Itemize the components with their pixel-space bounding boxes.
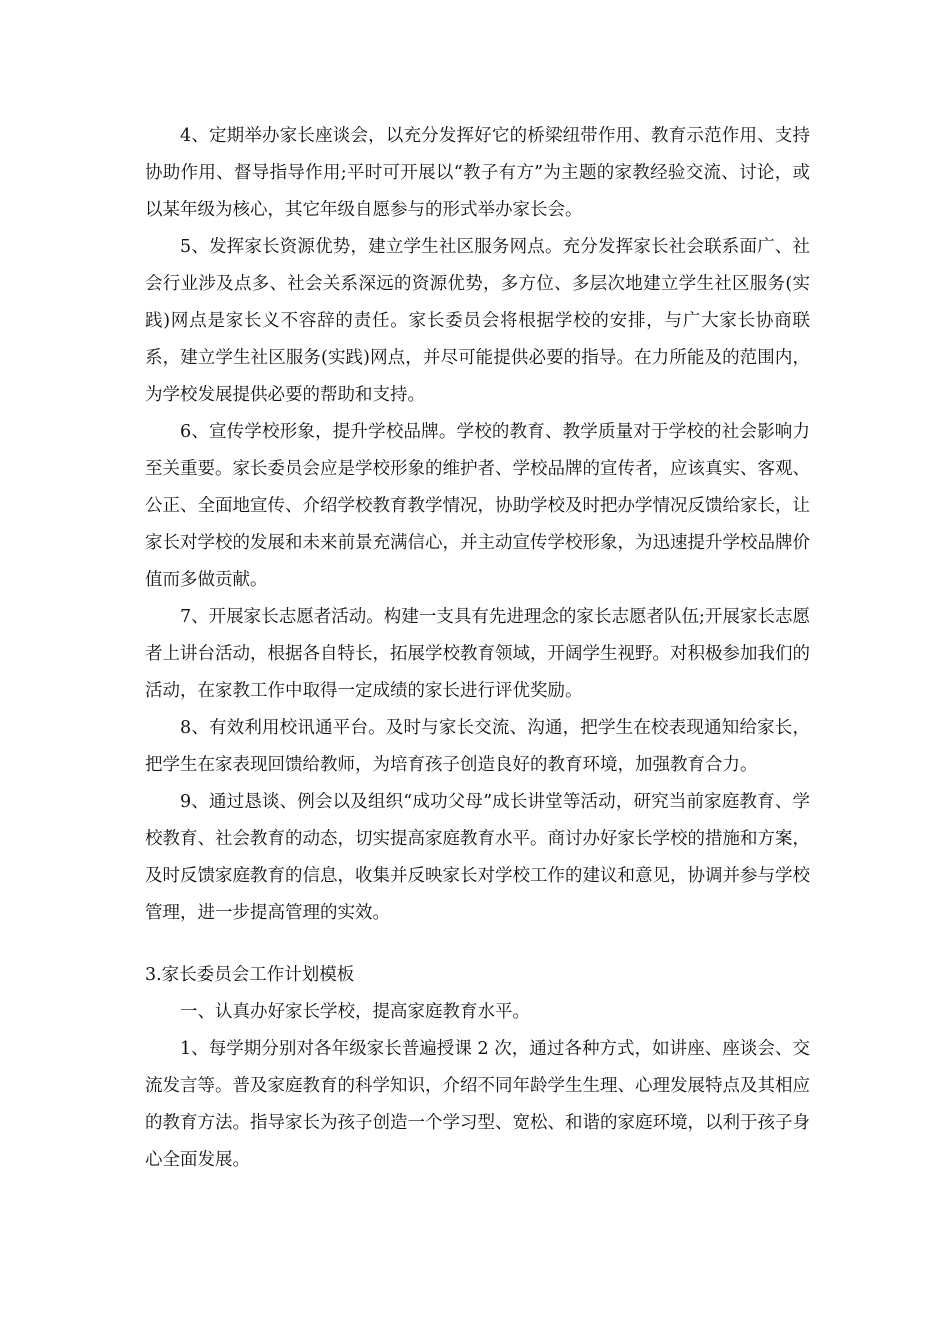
document-body <box>145 118 810 1179</box>
paragraph-item-1: 1、每学期分别对各年级家长普遍授课 2 次，通过各种方式，如讲座、座谈会、交流发言等。普及家庭教育的科学知识，介绍不同年龄学生生理、心理发展特点及其相应的教育方法。指导家长为孩子创造一个学习型、宽松、和谐的家庭环境，以利于孩子身心全面发展。 <box>145 1039 810 1170</box>
subsection-heading: 一、认真办好家长学校，提高家庭教育水平。 <box>180 1002 530 1022</box>
section-heading: 3.家长委员会工作计划模板 <box>145 965 355 985</box>
paragraph-item-4: 4、定期举办家长座谈会，以充分发挥好它的桥梁纽带作用、教育示范作用、支持协助作用、督导指导作用;平时可开展以“教子有方”为主题的家教经验交流、讨论，或以某年级为核心，其它年级自愿参与的形式举办家长会。 <box>145 126 810 220</box>
paragraph-item-8: 8、有效利用校讯通平台。及时与家长交流、沟通，把学生在校表现通知给家长，把学生在家表现回馈给教师，为培育孩子创造良好的教育环境，加强教育合力。 <box>145 718 810 775</box>
paragraph-item-7: 7、开展家长志愿者活动。构建一支具有先进理念的家长志愿者队伍;开展家长志愿者上讲台活动，根据各自特长，拓展学校教育领域，开阔学生视野。对积极参加我们的活动，在家教工作中取得一定成绩的家长进行评优奖励。 <box>145 607 810 701</box>
paragraph-item-6: 6、宣传学校形象，提升学校品牌。学校的教育、教学质量对于学校的社会影响力至关重要。家长委员会应是学校形象的维护者、学校品牌的宣传者，应该真实、客观、公正、全面地宣传、介绍学校教育教学情况，协助学校及时把办学情况反馈给家长，让家长对学校的发展和未来前景充满信心，并主动宣传学校形象，为迅速提升学校品牌价值而多做贡献。 <box>145 422 810 590</box>
paragraph-item-9: 9、通过恳谈、例会以及组织“成功父母”成长讲堂等活动，研究当前家庭教育、学校教育、社会教育的动态，切实提高家庭教育水平。商讨办好家长学校的措施和方案，及时反馈家庭教育的信息，收集并反映家长对学校工作的建议和意见，协调并参与学校管理，进一步提高管理的实效。 <box>145 792 810 923</box>
paragraph-item-5: 5、发挥家长资源优势，建立学生社区服务网点。充分发挥家长社会联系面广、社会行业涉及点多、社会关系深远的资源优势，多方位、多层次地建立学生社区服务(实践)网点是家长义不容辞的责任。家长委员会将根据学校的安排，与广大家长协商联系，建立学生社区服务(实践)网点，并尽可能提供必要的指导。在力所能及的范围内，为学校发展提供必要的帮助和支持。 <box>145 237 810 405</box>
